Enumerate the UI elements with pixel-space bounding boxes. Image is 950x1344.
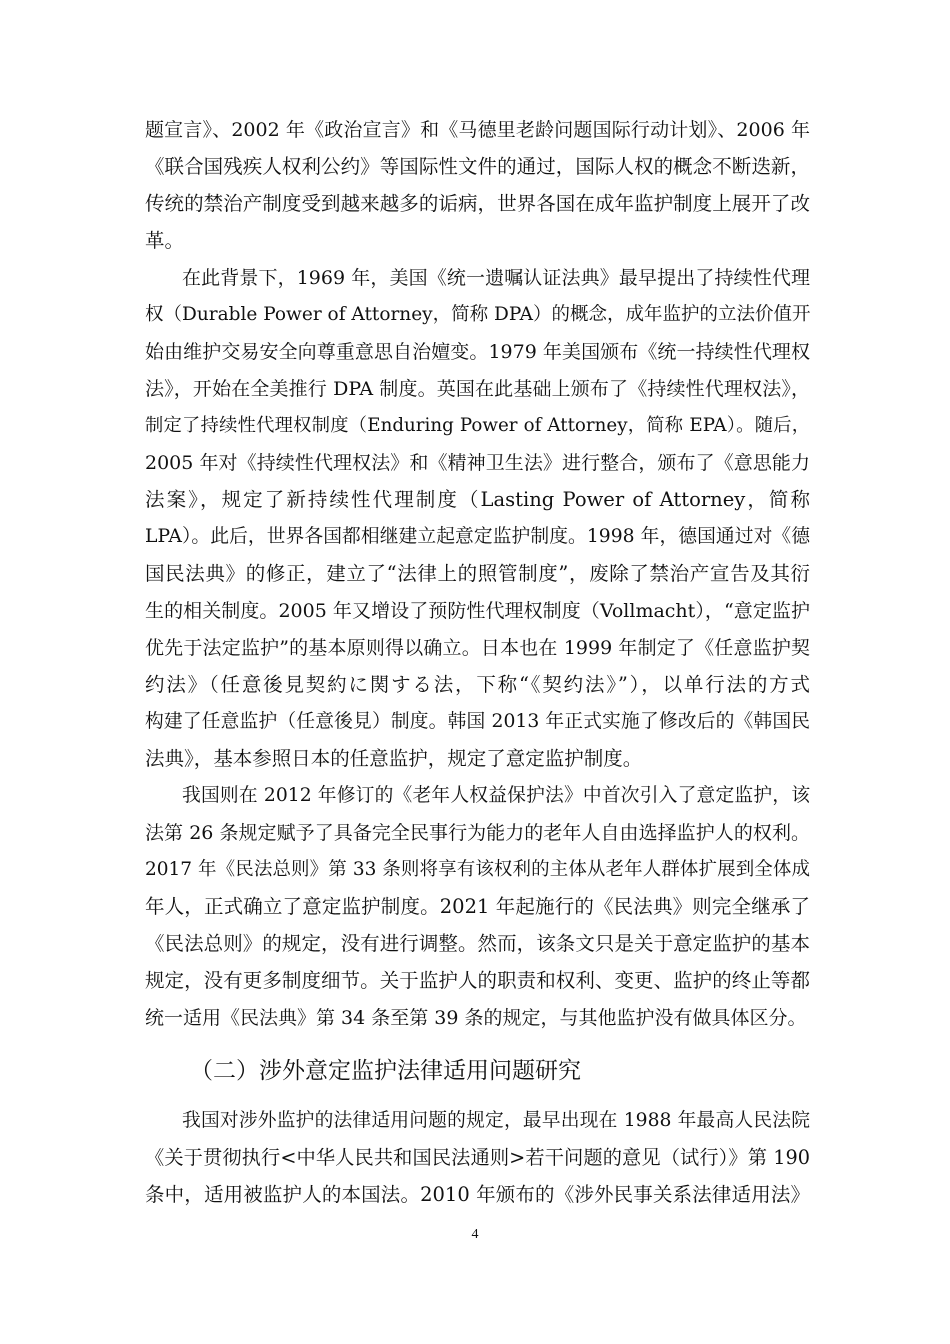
text-line: 规定，没有更多制度细节。关于监护人的职责和权利、变更、监护的终止等都	[145, 969, 810, 992]
text-line: 年人，正式确立了意定监护制度。2021 年起施行的《民法典》则完全继承了	[145, 895, 810, 918]
text-line: 国民法典》的修正，建立了“法律上的照管制度”，废除了禁治产宣告及其衍	[145, 562, 810, 585]
text-line: 传统的禁治产制度受到越来越多的诟病，世界各国在成年监护制度上展开了改	[145, 192, 810, 215]
text-line: 2005 年对《持续性代理权法》和《精神卫生法》进行整合，颁布了《意思能力	[145, 452, 810, 474]
text-line: 我国对涉外监护的法律适用问题的规定，最早出现在 1988 年最高人民法院	[182, 1110, 810, 1131]
text-line: 《关于贯彻执行<中华人民共和国民法通则>若干问题的意见（试行）》第 190	[145, 1146, 810, 1169]
text-line: 我国则在 2012 年修订的《老年人权益保护法》中首次引入了意定监护，该	[182, 785, 810, 806]
text-line: 权（Durable Power of Attorney，简称 DPA）的概念，成年监护的立法价值开	[145, 304, 811, 325]
text-line: 革。	[145, 229, 185, 252]
text-line: LPA）。此后，世界各国都相继建立起意定监护制度。1998 年，德国通过对《德	[145, 526, 810, 547]
text-line: 《民法总则》的规定，没有进行调整。然而，该条文只是关于意定监护的基本	[145, 932, 810, 955]
text-line: 在此背景下，1969 年，美国《统一遗嘱认证法典》最早提出了持续性代理	[182, 267, 810, 289]
section-heading: （二）涉外意定监护法律适用问题研究	[190, 1058, 581, 1084]
text-line: 法案》，规定了新持续性代理制度（Lasting Power of Attorney，简称	[145, 488, 810, 511]
text-line: 2017 年《民法总则》第 33 条则将享有该权利的主体从老年人群体扩展到全体成	[145, 859, 810, 880]
text-line: 始由维护交易安全向尊重意思自治嬗变。1979 年美国颁布《统一持续性代理权	[145, 341, 810, 363]
text-line: 构建了任意监护（任意後見）制度。韩国 2013 年正式实施了修改后的《韩国民	[145, 711, 810, 732]
text-line: 《联合国残疾人权利公约》等国际性文件的通过，国际人权的概念不断迭新，	[145, 155, 810, 178]
text-line: 统一适用《民法典》第 34 条至第 39 条的规定，与其他监护没有做具体区分。	[145, 1007, 807, 1029]
text-line: 制定了持续性代理权制度（Enduring Power of Attorney，简称 EPA）。随后，	[145, 415, 810, 436]
text-line: 题宣言》、2002 年《政治宣言》和《马德里老龄问题国际行动计划》、2006 年	[145, 119, 810, 141]
page-number: 4	[471, 1227, 479, 1242]
text-line: 法典》，基本参照日本的任意监护，规定了意定监护制度。	[145, 747, 643, 770]
text-line: 优先于法定监护”的基本原则得以确立。日本也在 1999 年制定了《任意监护契	[145, 637, 810, 659]
text-line: 约法》（任意後見契約に関する法，下称“《契约法》”），以单行法的方式	[145, 673, 810, 696]
text-line: 法第 26 条规定赋予了具备完全民事行为能力的老年人自由选择监护人的权利。	[145, 822, 810, 844]
text-line: 法》，开始在全美推行 DPA 制度。英国在此基础上颁布了《持续性代理权法》，	[145, 378, 810, 400]
text-line: 条中，适用被监护人的本国法。2010 年颁布的《涉外民事关系法律适用法》	[145, 1183, 810, 1206]
text-line: 生的相关制度。2005 年又增设了预防性代理权制度（Vollmacht），“意定监护	[145, 600, 810, 622]
